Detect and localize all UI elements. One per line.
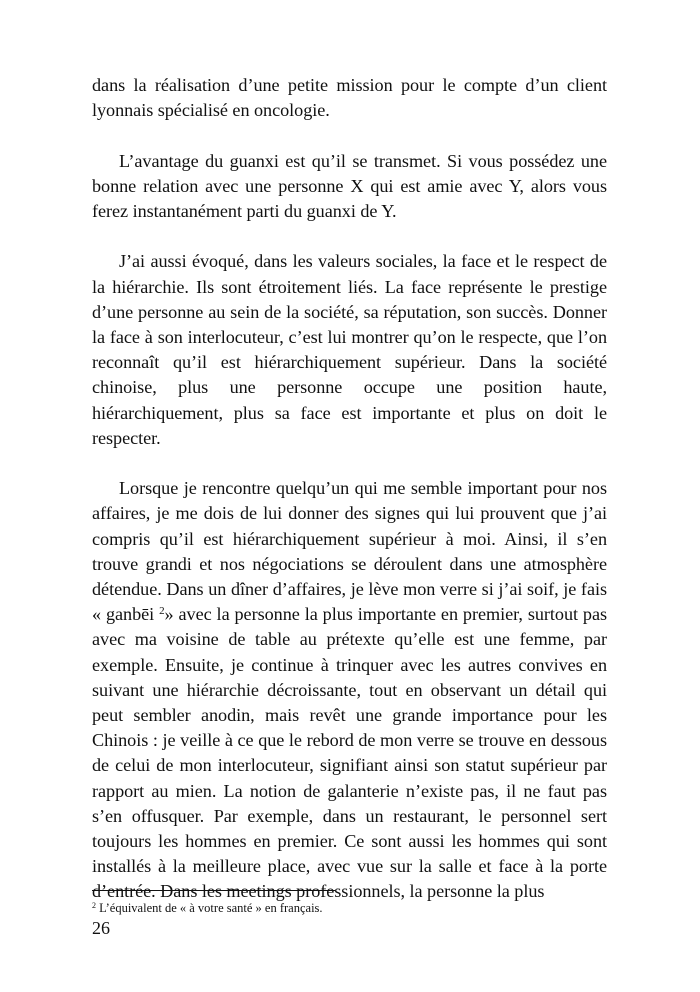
paragraph-guanxi: L’avantage du guanxi est qu’il se transmet. Si vous possédez une bonne relation avec une personne X qui est amie avec Y, alors vous ferez instantanément parti du guanxi de Y. <box>92 150 607 221</box>
footnote-marker: 2 <box>92 901 96 910</box>
paragraph-continuation: dans la réalisation d’une petite mission pour le compte d’un client lyonnais spécialisé en oncologie. <box>92 75 607 121</box>
paragraph-face-hierarchy: J’ai aussi évoqué, dans les valeurs sociales, la face et le respect de la hiérarchie. Ils sont étroitement liés. La face représente le prestige d’une personne au sein de la société, sa réputation, son succès. Donner la face à son interlocuteur, c’est lui montrer qu’on le respecte, que l’on reconnaît qu’il est hiérarchiquement supérieur. Dans la société chinoise, plus une personne occupe une position haute, hiérarchiquement, plus sa face est importante et plus on doit le respecter. <box>92 251 607 448</box>
footnote-divider <box>92 890 335 891</box>
paragraph-text-after-note: » avec la personne la plus importante en premier, surtout pas avec ma voisine de table au prétexte qu’elle est une femme, par exemple. Ensuite, je continue à trinquer avec les autres convives en suivant une hiérarchie décroissante, tout en observant un détail qui peut sembler anodin, mais revêt une grande importance pour les Chinois : je veille à ce que le rebord de mon verre se trouve en dessous de celui de mon interlocuteur, signifiant ainsi son statut supérieur par rapport au mien. La notion de galanterie n’existe pas, il ne faut pas s’en offusquer. Par exemple, dans un restaurant, le personnel sert toujours les hommes en premier. Ce sont aussi les hommes qui sont installés à la meilleure place, avec vue sur la salle et face à la porte d’entrée. Dans les meetings professionnels, la personne la plus <box>92 604 608 902</box>
footnote-text: L’équivalent de « à votre santé » en français. <box>96 901 323 915</box>
footnote <box>92 901 323 916</box>
page-number: 26 <box>92 918 110 938</box>
page-body <box>92 73 607 930</box>
paragraph-business-dinner <box>92 476 607 904</box>
footnote-reference[interactable]: 2 <box>159 605 165 618</box>
paragraph-text-before-note: Lorsque je rencontre quelqu’un qui me semble important pour nos affaires, je me dois de lui donner des signes qui lui prouvent que j’ai compris qu’il est hiérarchiquement supérieur à moi. Ainsi, il s’en trouve grandi et nos négociations se déroulent dans une atmosphère détendue. Dans un dîner d’affaires, je lève mon verre si j’ai soif, je fais « ganbēi <box>92 478 607 625</box>
